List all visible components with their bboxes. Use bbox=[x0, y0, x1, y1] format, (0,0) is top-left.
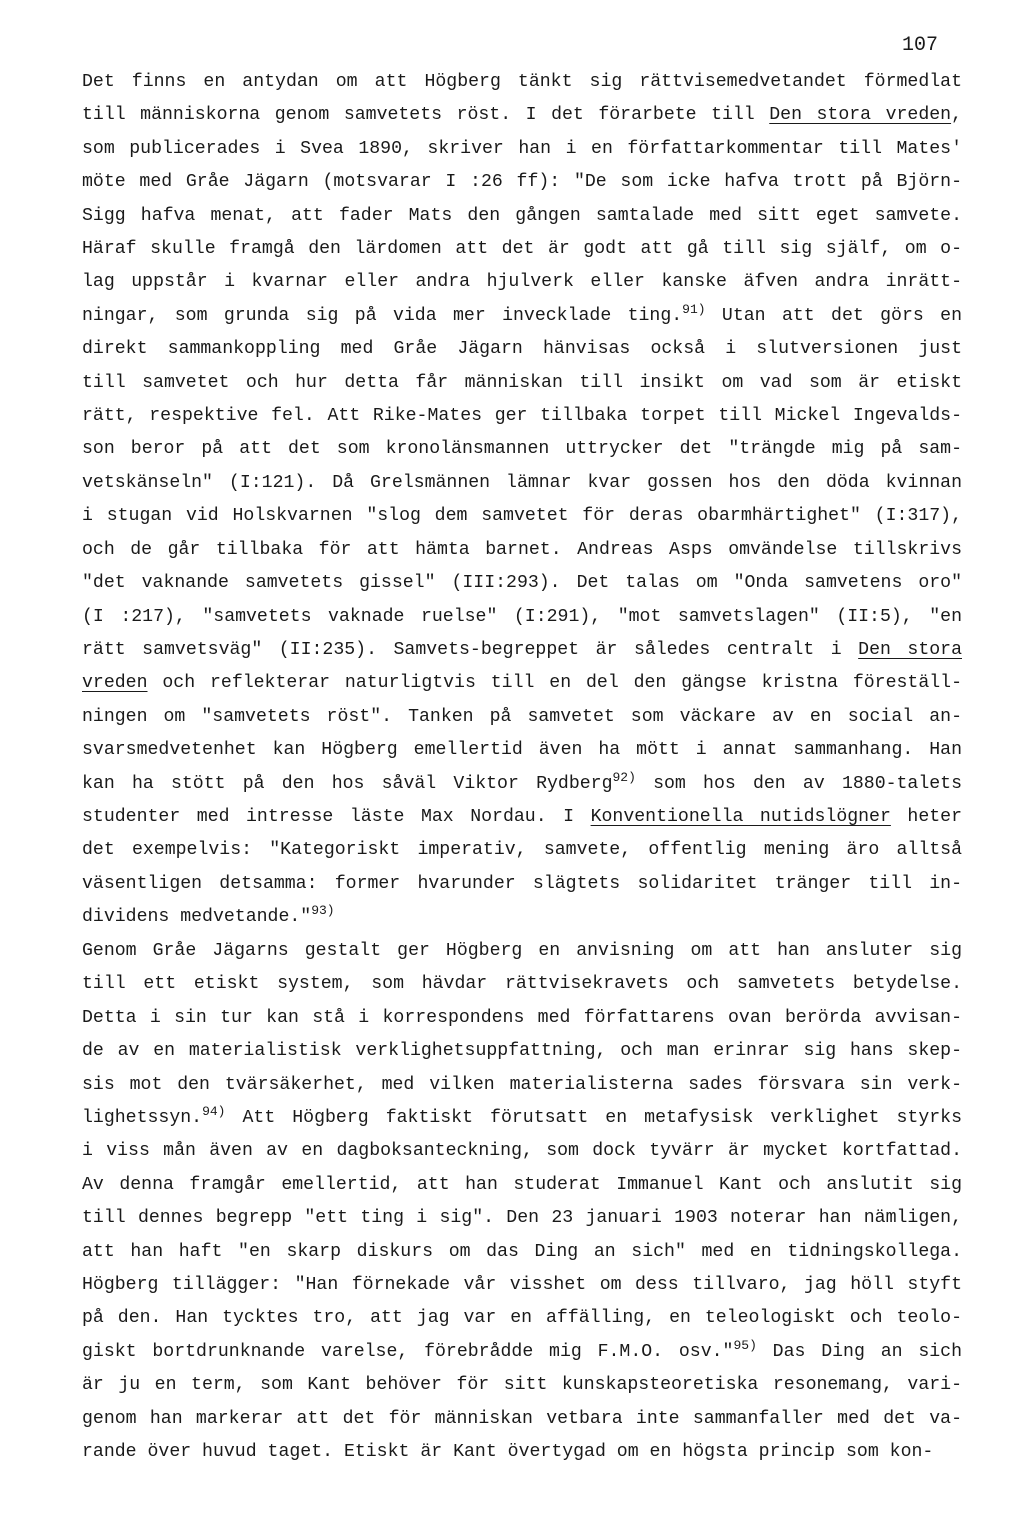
text-run: Häraf skulle framgå den lärdomen att det är godt att gå till sig själf, om o- bbox=[82, 239, 962, 260]
text-run: väsentligen detsamma: former hvarunder slägtets solidaritet tränger till in- bbox=[82, 873, 962, 894]
text-line bbox=[82, 935, 962, 968]
text-run: dividens medvetande." bbox=[82, 907, 312, 928]
book-title: vreden bbox=[82, 673, 148, 694]
text-run: kan ha stött på den hos såväl Viktor Rydberg bbox=[82, 773, 613, 794]
text-run: giskt bortdrunknande varelse, förebrådde mig F.M.O. osv." bbox=[82, 1341, 734, 1362]
text-line bbox=[82, 1336, 962, 1369]
text-line bbox=[82, 1269, 962, 1302]
text-line bbox=[82, 701, 962, 734]
text-line bbox=[82, 1069, 962, 1102]
text-line bbox=[82, 133, 962, 166]
text-run: möte med Gråe Jägarn (motsvarar I :26 ff): "De som icke hafva trott på Björn- bbox=[82, 172, 962, 193]
text-line bbox=[82, 166, 962, 199]
text-run: Högberg tillägger: "Han förnekade vår visshet om dess tillvaro, jag höll styft bbox=[82, 1275, 962, 1296]
text-line bbox=[82, 1436, 962, 1469]
text-run: det exempelvis: "Kategoriskt imperativ, samvete, offentlig mening äro alltså bbox=[82, 840, 962, 861]
text-line bbox=[82, 968, 962, 1001]
text-line bbox=[82, 99, 962, 132]
text-line bbox=[82, 200, 962, 233]
text-run: svarsmedvetenhet kan Högberg emellertid även ha mött i annat sammanhang. Han bbox=[82, 740, 962, 761]
text-line bbox=[82, 1403, 962, 1436]
text-line bbox=[82, 333, 962, 366]
text-run: Das Ding an sich bbox=[756, 1341, 962, 1362]
text-line bbox=[82, 868, 962, 901]
text-run: ningen om "samvetets röst". Tanken på samvetet som väckare av en social an- bbox=[82, 706, 962, 727]
text-line bbox=[82, 433, 962, 466]
text-line bbox=[82, 66, 962, 99]
text-run: och reflekterar naturligtvis till en del den gängse kristna föreställ- bbox=[147, 673, 962, 694]
text-line bbox=[82, 834, 962, 867]
text-run: Det finns en antydan om att Högberg tänkt sig rättvisemedvetandet förmedlat bbox=[82, 72, 962, 92]
text-line bbox=[82, 534, 962, 567]
text-run: rande över huvud taget. Etiskt är Kant övertygad om en högsta princip som kon- bbox=[82, 1442, 934, 1463]
text-run: heter bbox=[890, 806, 962, 827]
text-line bbox=[82, 233, 962, 266]
text-run: Av denna framgår emellertid, att han studerat Immanuel Kant och anslutit sig bbox=[82, 1174, 962, 1195]
text-run: till dennes begrepp "ett ting i sig". Den 23 januari 1903 noterar han nämligen, bbox=[82, 1208, 962, 1229]
text-run: ningar, som grunda sig på vida mer invecklade ting. bbox=[82, 305, 683, 326]
text-line bbox=[82, 634, 962, 667]
text-run: till människorna genom samvetets röst. I det förarbete till bbox=[82, 105, 770, 126]
text-run: vetskänseln" (I:121). Då Grelsmännen lämnar kvar gossen hos den döda kvinnan bbox=[82, 472, 962, 493]
text-run: till ett etiskt system, som hävdar rättvisekravets och samvetets betydelse. bbox=[82, 974, 962, 995]
text-run: , bbox=[951, 105, 962, 126]
text-run: (I :217), "samvetets vaknade ruelse" (I:291), "mot samvetslagen" (II:5), "en bbox=[82, 606, 962, 627]
text-line bbox=[82, 266, 962, 299]
text-run: som hos den av 1880-talets bbox=[635, 773, 963, 794]
text-run: Genom Gråe Jägarns gestalt ger Högberg en anvisning om att han ansluter sig bbox=[82, 941, 962, 961]
text-line bbox=[82, 1202, 962, 1235]
text-line bbox=[82, 1236, 962, 1269]
text-line bbox=[82, 400, 962, 433]
page-number: 107 bbox=[901, 34, 938, 57]
text-run: "det vaknande samvetets gissel" (III:293). Det talas om "Onda samvetens oro" bbox=[82, 573, 962, 594]
footnote-ref: 92) bbox=[612, 769, 636, 785]
text-line bbox=[82, 1369, 962, 1402]
text-run: son beror på att det som kronolänsmannen uttrycker det "trängde mig på sam- bbox=[82, 439, 962, 460]
footnote-ref: 95) bbox=[733, 1337, 757, 1353]
text-line bbox=[82, 901, 962, 934]
body-paragraph-2 bbox=[82, 935, 962, 1470]
text-line bbox=[82, 601, 962, 634]
text-run: studenter med intresse läste Max Nordau. I bbox=[82, 806, 591, 827]
text-line bbox=[82, 500, 962, 533]
book-title: Konventionella nutidslögner bbox=[590, 806, 891, 827]
text-line bbox=[82, 1002, 962, 1035]
text-line bbox=[82, 1035, 962, 1068]
text-line bbox=[82, 1135, 962, 1168]
text-run: Detta i sin tur kan stå i korrespondens med författarens ovan berörda avvisan- bbox=[82, 1007, 962, 1028]
text-run: lighetssyn. bbox=[82, 1108, 203, 1129]
text-run: i stugan vid Holskvarnen "slog dem samvetet för deras obarmhärtighet" (I:317), bbox=[82, 506, 962, 527]
text-run: lag uppstår i kvarnar eller andra hjulverk eller kanske äfven andra inrätt- bbox=[82, 272, 962, 293]
body-paragraph-1 bbox=[82, 66, 962, 935]
text-run: rätt samvetsväg" (II:235). Samvets-begreppet är således centralt i bbox=[82, 639, 859, 660]
text-line bbox=[82, 367, 962, 400]
text-run: rätt, respektive fel. Att Rike-Mates ger tillbaka torpet till Mickel Ingevalds- bbox=[82, 406, 962, 427]
text-run: direkt sammankoppling med Gråe Jägarn hänvisas också i slutversionen just bbox=[82, 339, 962, 360]
text-line bbox=[82, 1169, 962, 1202]
text-run: att han haft "en skarp diskurs om das Ding an sich" med en tidningskollega. bbox=[82, 1241, 962, 1262]
text-run: de av en materialistisk verklighetsuppfattning, och man erinrar sig hans skep- bbox=[82, 1041, 962, 1062]
text-run: i viss mån även av en dagboksanteckning, som dock tyvärr är mycket kortfattad. bbox=[82, 1141, 962, 1162]
text-run: är ju en term, som Kant behöver för sitt kunskapsteoretiska resonemang, vari- bbox=[82, 1375, 962, 1396]
text-run: Att Högberg faktiskt förutsatt en metafysisk verklighet styrks bbox=[225, 1108, 962, 1129]
footnote-ref: 93) bbox=[311, 903, 335, 919]
text-run: genom han markerar att det för människan vetbara inte sammanfaller med det va- bbox=[82, 1408, 962, 1429]
text-run: sis mot den tvärsäkerhet, med vilken materialisterna sades försvara sin verk- bbox=[82, 1074, 962, 1095]
text-line bbox=[82, 467, 962, 500]
text-line bbox=[82, 300, 962, 333]
text-run: Sigg hafva menat, att fader Mats den gången samtalade med sitt eget samvete. bbox=[82, 205, 962, 226]
text-line bbox=[82, 567, 962, 600]
footnote-ref: 91) bbox=[682, 301, 706, 317]
text-run: till samvetet och hur detta får människan till insikt om vad som är etiskt bbox=[82, 372, 962, 393]
text-line bbox=[82, 1302, 962, 1335]
text-run: som publicerades i Svea 1890, skriver han i en författarkommentar till Mates' bbox=[82, 138, 962, 159]
text-line bbox=[82, 667, 962, 700]
book-title: Den stora vreden bbox=[769, 105, 952, 126]
text-run: Utan att det görs en bbox=[705, 305, 962, 326]
text-run: och de går tillbaka för att hämta barnet. Andreas Asps omvändelse tillskrivs bbox=[82, 539, 962, 560]
text-line bbox=[82, 801, 962, 834]
book-title: Den stora bbox=[858, 639, 962, 660]
text-run: på den. Han tycktes tro, att jag var en affälling, en teleologiskt och teolo- bbox=[82, 1308, 962, 1329]
text-line bbox=[82, 1102, 962, 1135]
text-line bbox=[82, 768, 962, 801]
footnote-ref: 94) bbox=[202, 1104, 226, 1120]
text-line bbox=[82, 734, 962, 767]
